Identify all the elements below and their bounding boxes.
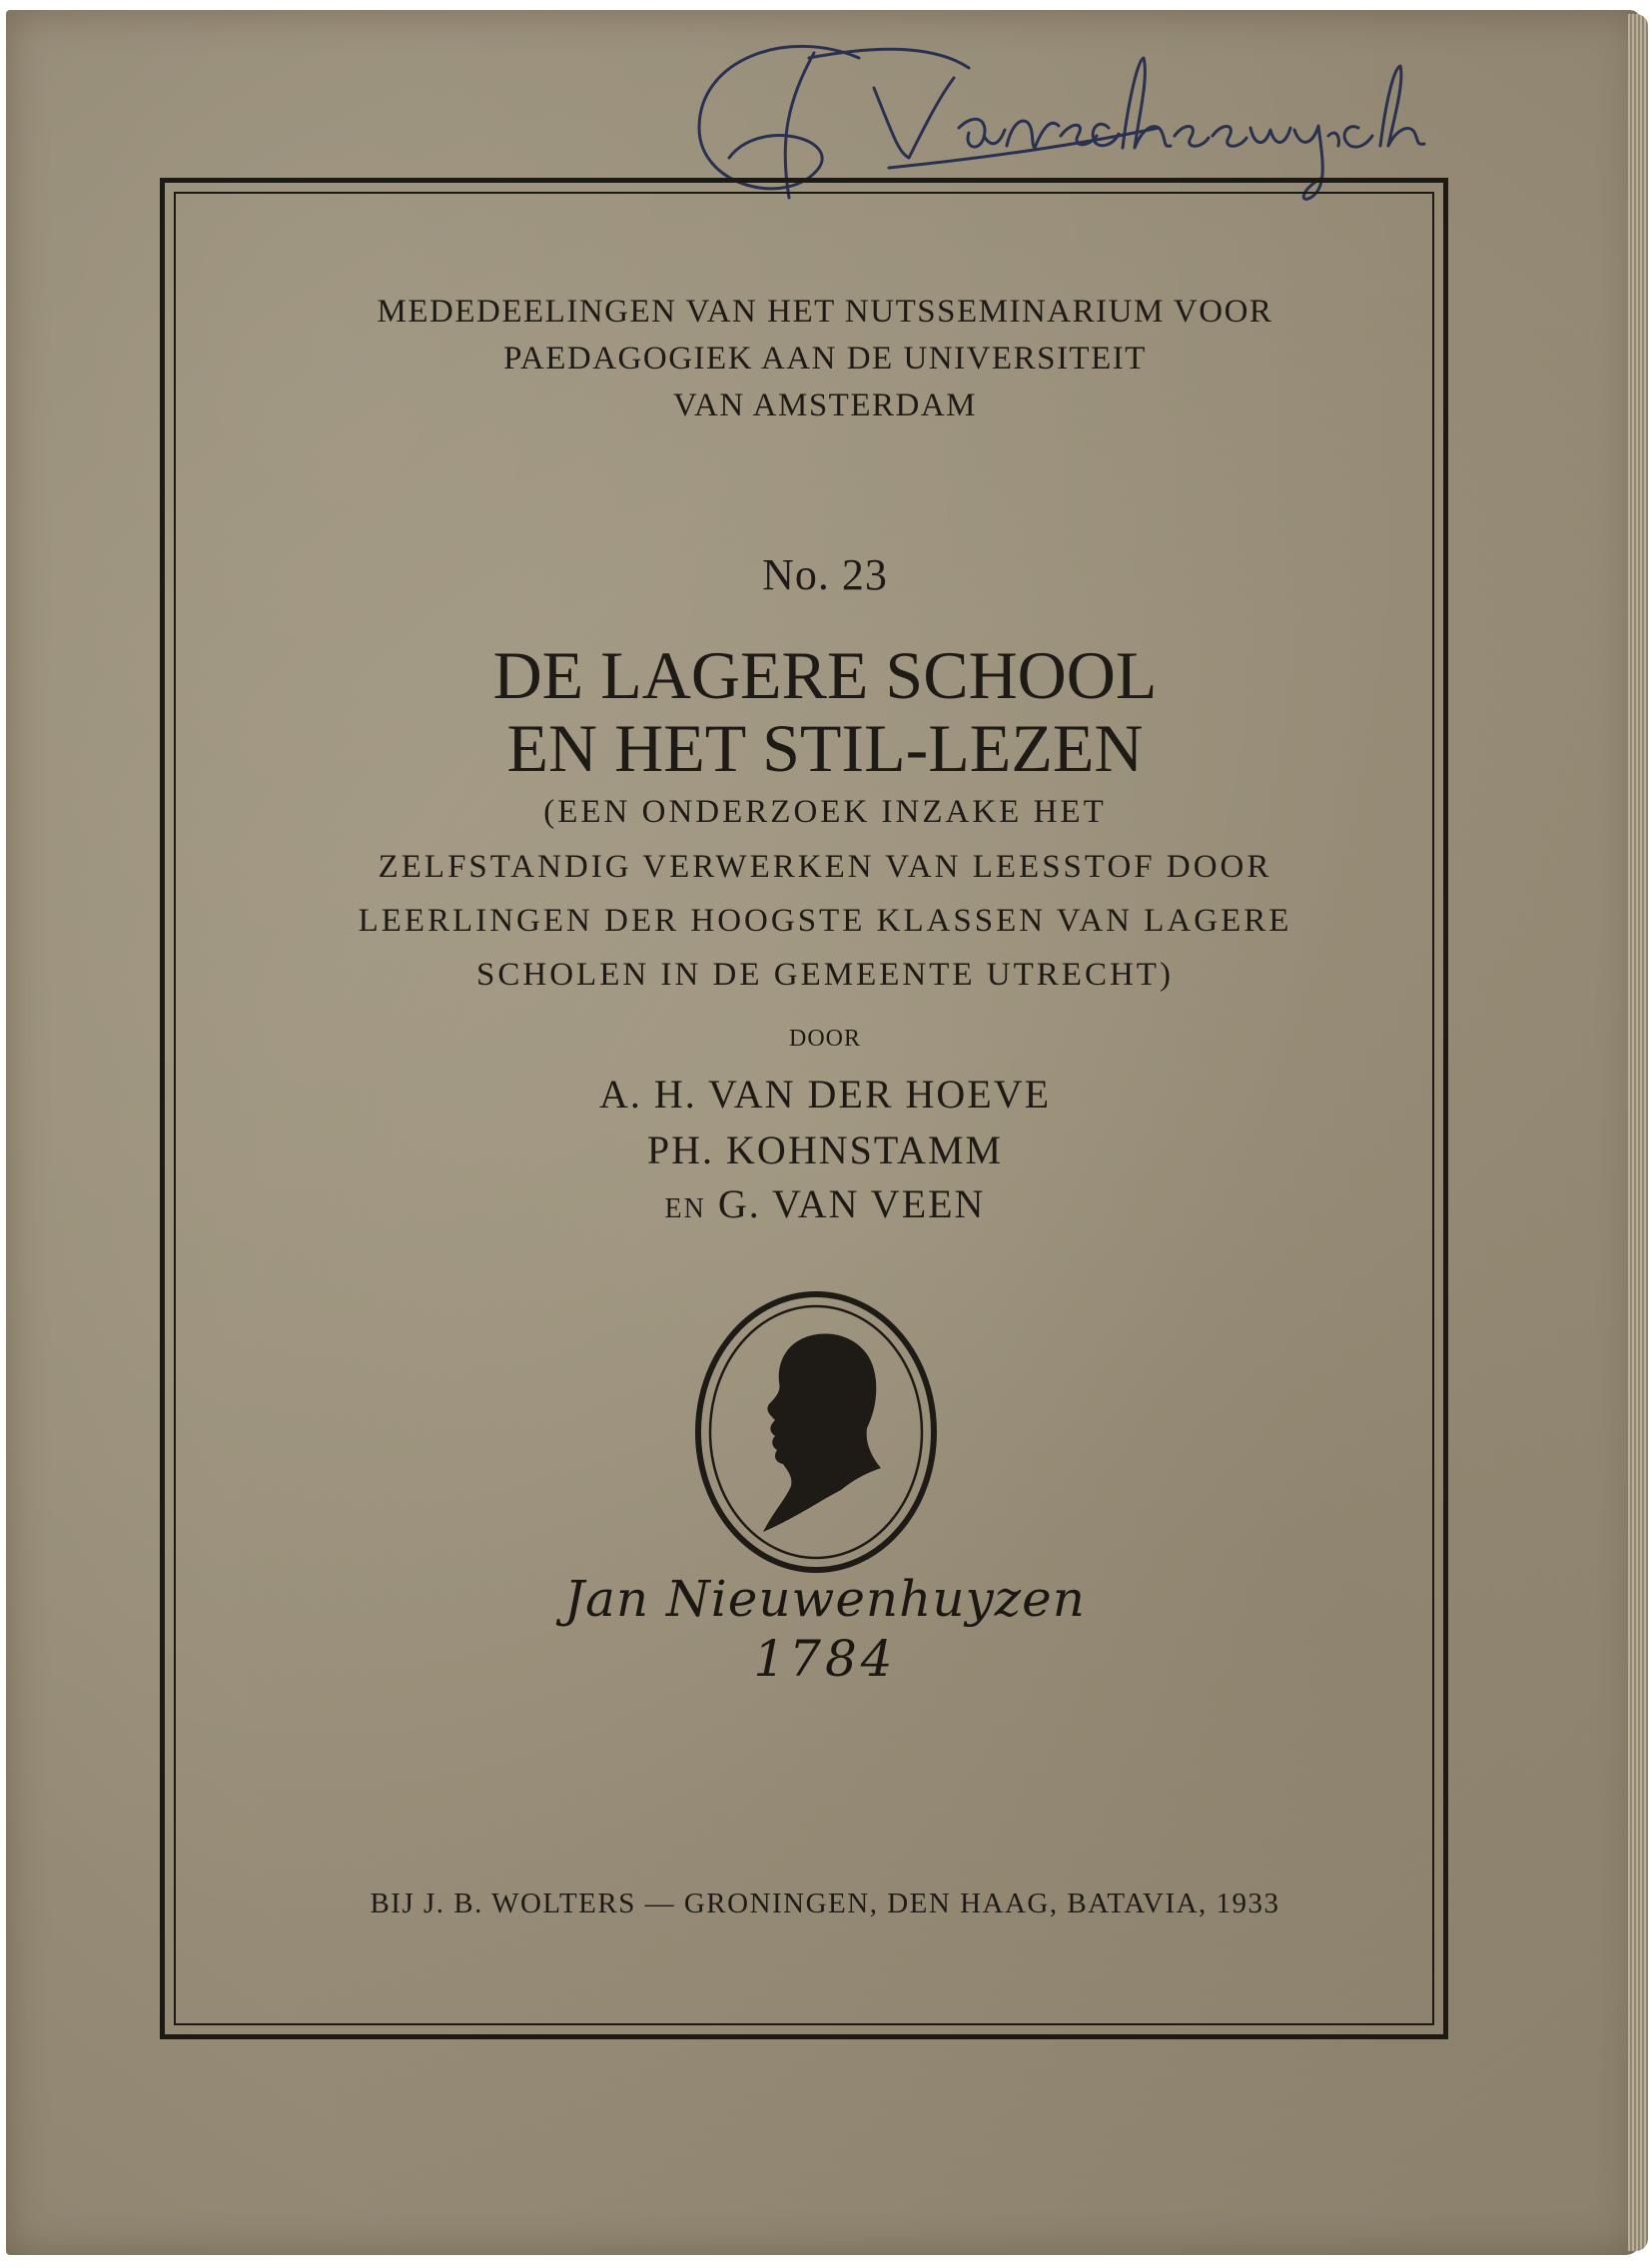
silhouette-portrait-icon xyxy=(691,1286,941,1578)
emblem-caption-name: Jan Nieuwenhuyzen xyxy=(564,1570,1086,1628)
series-line-3: VAN AMSTERDAM xyxy=(672,387,978,423)
by-label: DOOR xyxy=(788,1026,861,1052)
author-3-prefix: EN xyxy=(664,1193,706,1224)
series-line-1: MEDEDEELINGEN VAN HET NUTSSEMINARIUM VOOR xyxy=(377,294,1273,330)
series-number: No. 23 xyxy=(762,550,888,599)
subtitle-line-4: SCHOLEN IN DE GEMEENTE UTRECHT) xyxy=(476,957,1174,993)
title-line-2: EN HET STIL-LEZEN xyxy=(506,710,1144,786)
subtitle-line-1: (EEN ONDERZOEK INZAKE HET xyxy=(543,794,1107,830)
author-1: A. H. VAN DER HOEVE xyxy=(598,1072,1052,1117)
title-line-1: DE LAGERE SCHOOL xyxy=(492,637,1158,713)
publisher-imprint: BIJ J. B. WOLTERS — GRONINGEN, DEN HAAG, BATAVIA, 1933 xyxy=(370,1888,1280,1919)
subtitle-line-2: ZELFSTANDIG VERWERKEN VAN LEESSTOF DOOR xyxy=(378,849,1272,885)
series-line-2: PAEDAGOGIEK AAN DE UNIVERSITEIT xyxy=(503,341,1147,377)
author-3 xyxy=(0,1180,1650,1227)
author-3-name: G. VAN VEEN xyxy=(717,1181,986,1226)
subtitle-line-3: LEERLINGEN DER HOOGSTE KLASSEN VAN LAGERE xyxy=(358,903,1292,939)
author-2: PH. KOHNSTAMM xyxy=(646,1128,1004,1172)
emblem-caption-year: 1784 xyxy=(753,1630,897,1688)
